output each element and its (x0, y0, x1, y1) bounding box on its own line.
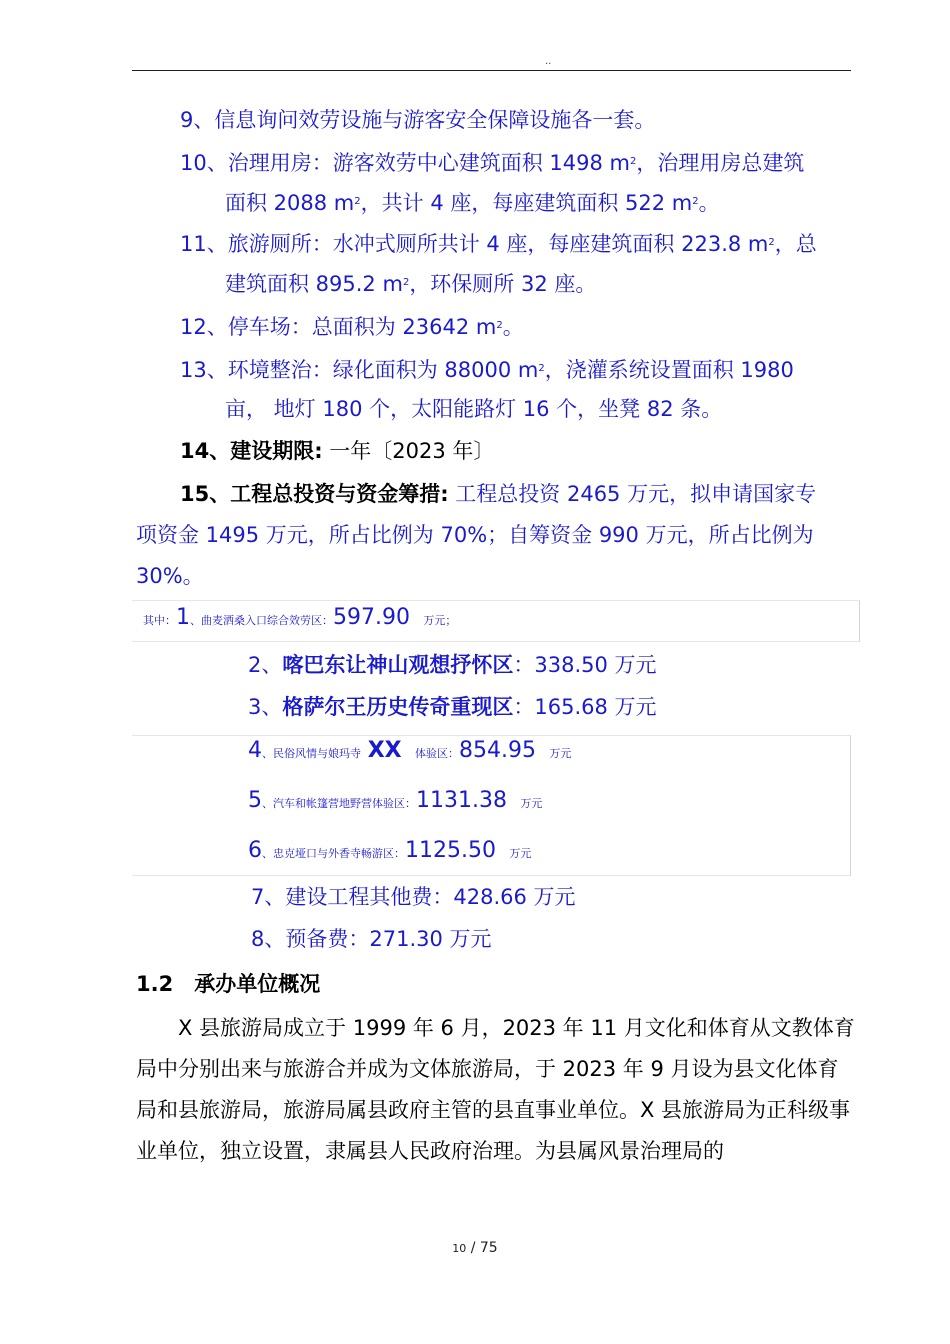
item-10-text-b2: ，共计 4 座，每座建筑面积 522 m (360, 191, 693, 215)
investment-row-1-unit: 万元； (423, 614, 457, 627)
item-11-text-a: 11、旅游厕所：水冲式厕所共计 4 座，每座建筑面积 223.8 m (180, 232, 769, 256)
item-10-text-b-end: 。 (698, 191, 720, 215)
investment-row-2-value: ：338.50 万元 (513, 653, 657, 677)
investment-row-3-value: ：165.68 万元 (513, 695, 657, 719)
item-13-text-a: 13、环境整治：绿化面积为 88000 m (180, 358, 539, 382)
item-14-label: 14、建设期限: (180, 439, 323, 463)
investment-row-5-value: 1131.38 (416, 788, 507, 813)
header-dots: .. (545, 56, 552, 67)
investment-row-2 (248, 650, 657, 680)
investment-row-1 (143, 602, 456, 636)
superscript: 2 (538, 363, 545, 374)
superscript: 2 (629, 156, 637, 167)
superscript: 2 (692, 196, 699, 207)
item-11-line1 (180, 228, 817, 259)
investment-row-6-num: 6 (248, 838, 262, 863)
page-current: 10 (452, 1242, 467, 1255)
item-10-text-a-tail: ，治理用房总建筑 (636, 151, 805, 175)
investment-row-4-xx: XX (367, 738, 402, 763)
page-footer (0, 1240, 950, 1256)
investment-row-8: 8、预备费：271.30 万元 (251, 927, 492, 951)
item-13-line2: 亩， 地灯 180 个，太阳能路灯 16 个，坐凳 82 条。 (225, 397, 723, 421)
item-14 (180, 436, 494, 466)
item-15-label: 15、工程总投资与资金筹措: (180, 482, 449, 506)
item-9: 9、信息询问效劳设施与游客安全保障设施各一套。 (180, 108, 656, 132)
investment-row-2-num: 2、 (248, 653, 283, 677)
investment-row-6-value: 1125.50 (405, 838, 496, 863)
superscript: 2 (768, 237, 775, 248)
investment-row-3-name: 格萨尔王历史传奇重现区 (282, 695, 514, 719)
investment-row-4-num: 4 (248, 738, 262, 763)
item-10-line1 (180, 147, 804, 178)
section-heading: 1.2 承办单位概况 (136, 972, 321, 996)
investment-row-1-name: 、曲麦洒桑入口综合效劳区： (190, 614, 333, 627)
item-11-text-a-tail: ，总 (774, 232, 817, 256)
item-14-value: 一年〔2023 年〕 (322, 439, 495, 463)
investment-row-6 (248, 835, 531, 869)
item-15-line3: 30%。 (136, 564, 204, 588)
item-10-text-a: 10、治理用房：游客效劳中心建筑面积 1498 m (180, 151, 630, 175)
investment-row-4-value: 854.95 (458, 738, 536, 763)
investment-row-5 (248, 785, 542, 819)
item-11-line2 (225, 268, 596, 299)
investment-row-5-unit: 万元 (520, 797, 543, 810)
page-total: 75 (479, 1240, 498, 1256)
item-15-text-a: 工程总投资 2465 万元，拟申请国家专 (448, 482, 817, 506)
investment-row-5-num: 5 (248, 788, 262, 813)
investment-row-1-num: 1 (176, 605, 190, 630)
item-15-line1 (180, 479, 816, 509)
investment-row-6-unit: 万元 (509, 847, 532, 860)
item-10-text-b1: 面积 2088 m (225, 191, 355, 215)
section-body: X 县旅游局成立于 1999 年 6 月，2023 年 11 月文化和体育从文教体育局中分别出来与旅游合并成为文体旅游局，于 2023 年 9 月设为县文化体育局和县旅游局，旅游局属县政府主管的县直事业单位。X 县旅游局为正科级事业单位，独立设置，隶属县人民政府治理。为县属风景治理局的 (136, 1016, 855, 1163)
investment-row-4-unit: 万元 (549, 747, 572, 760)
item-13-text-a-tail: ，浇灌系统设置面积 1980 (544, 358, 794, 382)
superscript: 2 (354, 196, 361, 207)
item-10-line2 (225, 187, 720, 218)
investment-row-4-name: 、民俗风情与娘玛寺 (262, 747, 361, 760)
item-11-text-b1: 建筑面积 895.2 m (225, 272, 403, 296)
investment-row-4-name2: 体验区： (414, 747, 459, 760)
investment-row-1-prefix: 其中： (143, 614, 176, 627)
item-12-end: 。 (502, 315, 524, 339)
investment-row-1-value: 597.90 (333, 605, 410, 630)
page-separator: / (466, 1240, 480, 1256)
item-12 (180, 311, 524, 342)
superscript: 2 (402, 277, 410, 288)
superscript: 2 (496, 320, 503, 331)
investment-row-3-num: 3、 (248, 695, 283, 719)
investment-row-5-name: 、汽车和帐篷营地野营体验区： (262, 797, 416, 810)
investment-row-6-name: 、忠克垭口与外香寺畅游区： (262, 847, 405, 860)
header-rule (132, 70, 851, 71)
item-12-text: 12、停车场：总面积为 23642 m (180, 315, 497, 339)
investment-row-2-name: 喀巴东让神山观想抒怀区 (282, 653, 514, 677)
investment-row-7: 7、建设工程其他费：428.66 万元 (251, 885, 576, 909)
investment-row-4 (248, 735, 571, 769)
item-11-text-b2: ，环保厕所 32 座。 (409, 272, 597, 296)
item-13-line1 (180, 354, 794, 385)
item-15-line2: 项资金 1495 万元，所占比例为 70%；自筹资金 990 万元，所占比例为 (136, 523, 814, 547)
investment-row-3 (248, 692, 657, 722)
